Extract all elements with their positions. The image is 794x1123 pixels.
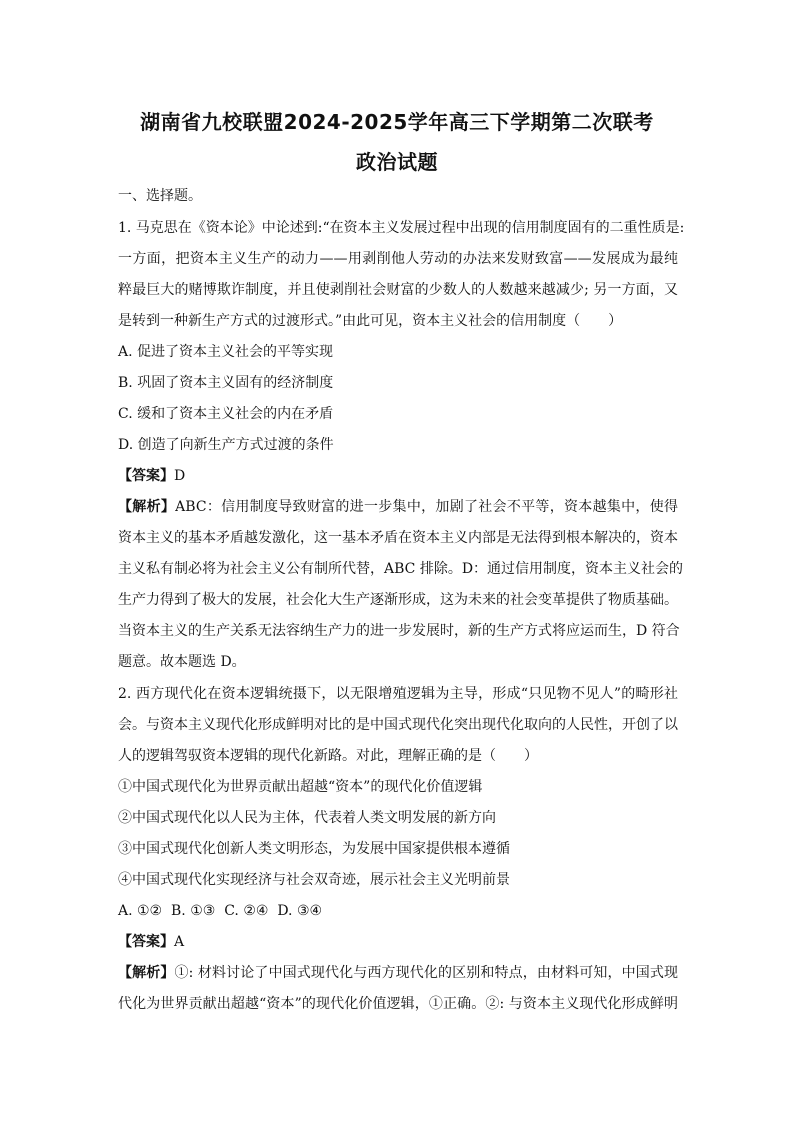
page-title: 湖南省九校联盟2024-2025学年高三下学期第二次联考 (140, 110, 654, 134)
q2-stem-line: 会。与资本主义现代化形成鲜明对比的是中国式现代化突出现代化取向的人民性，开创了以 (118, 717, 678, 733)
q1-answer (118, 466, 678, 486)
analysis-text: ABC：信用制度导致财富的进一步集中，加剧了社会不平等，资本越集中，使得 (175, 499, 679, 515)
q2-analysis-line (118, 963, 678, 983)
analysis-text: ①: 材料讨论了中国式现代化与西方现代化的区别和特点，由材料可知，中国式现 (174, 965, 678, 981)
q2-statement-3: ③中国式现代化创新人类文明形态，为发展中国家提供根本遵循 (118, 841, 510, 857)
section-heading: 一、选择题。 (118, 188, 202, 204)
q1-stem-line: 一方面，把资本主义生产的动力——用剥削他人劳动的办法来发财致富——发展成为最纯 (118, 251, 678, 267)
q1-analysis-line: 当资本主义的生产关系无法容纳生产力的进一步发展时，新的生产方式将应运而生，D 符合 (118, 623, 680, 639)
analysis-label: 【解析】 (118, 965, 175, 981)
q1-option-a: A. 促进了资本主义社会的平等实现 (118, 344, 334, 360)
answer-label: 【答案】 (118, 468, 174, 484)
q1-option-b: B. 巩固了资本主义固有的经济制度 (118, 375, 334, 391)
q1-analysis-line: 资本主义的基本矛盾越发激化，这一基本矛盾在资本主义内部是无法得到根本解决的，资本 (118, 530, 678, 546)
q2-answer (118, 932, 678, 952)
answer-label: 【答案】 (118, 934, 174, 950)
q1-analysis-line: 生产力得到了极大的发展，社会化大生产逐渐形成，这为未来的社会变革提供了物质基础。 (118, 592, 678, 608)
answer-value: A (174, 934, 185, 950)
q2-statement-1: ①中国式现代化为世界贡献出超越“资本”的现代化价值逻辑 (118, 779, 483, 795)
answer-value: D (174, 468, 186, 484)
q2-stem-line: 2. 西方现代化在资本逻辑统摄下，以无限增殖逻辑为主导，形成“只见物不见人”的畸形社 (118, 686, 678, 702)
q1-analysis-line: 题意。故本题选 D。 (118, 654, 246, 670)
q2-statement-4: ④中国式现代化实现经济与社会双奇迹，展示社会主义光明前景 (118, 872, 510, 888)
q1-stem-line: 1. 马克思在《资本论》中论述到:“在资本主义发展过程中出现的信用制度固有的二重性质是: (118, 220, 685, 236)
q2-statement-2: ②中国式现代化以人民为主体，代表着人类文明发展的新方向 (118, 810, 496, 826)
analysis-label: 【解析】 (118, 499, 176, 515)
q1-stem-line: 是转到一种新生产方式的过渡形式。”由此可见，资本主义社会的信用制度（ ） (118, 313, 623, 329)
page-subtitle: 政治试题 (356, 150, 438, 174)
q2-options: A. ①② B. ①③ C. ②④ D. ③④ (118, 903, 323, 919)
q1-option-c: C. 缓和了资本主义社会的内在矛盾 (118, 406, 334, 422)
q2-analysis-line: 代化为世界贡献出超越“资本”的现代化价值逻辑，①正确。②: 与资本主义现代化形成鲜明 (118, 996, 678, 1012)
q1-analysis-line: 主义私有制必将为社会主义公有制所代替，ABC 排除。D：通过信用制度，资本主义社会的 (118, 561, 684, 577)
q2-stem-line: 人的逻辑驾驭资本逻辑的现代化新路。对此，理解正确的是（ ） (118, 748, 538, 764)
q1-stem-line: 粹最巨大的赌博欺诈制度，并且使剥削社会财富的少数人的人数越来越减少; 另一方面，又 (118, 282, 678, 298)
q1-analysis-line (118, 497, 678, 517)
q1-option-d: D. 创造了向新生产方式过渡的条件 (118, 437, 334, 453)
